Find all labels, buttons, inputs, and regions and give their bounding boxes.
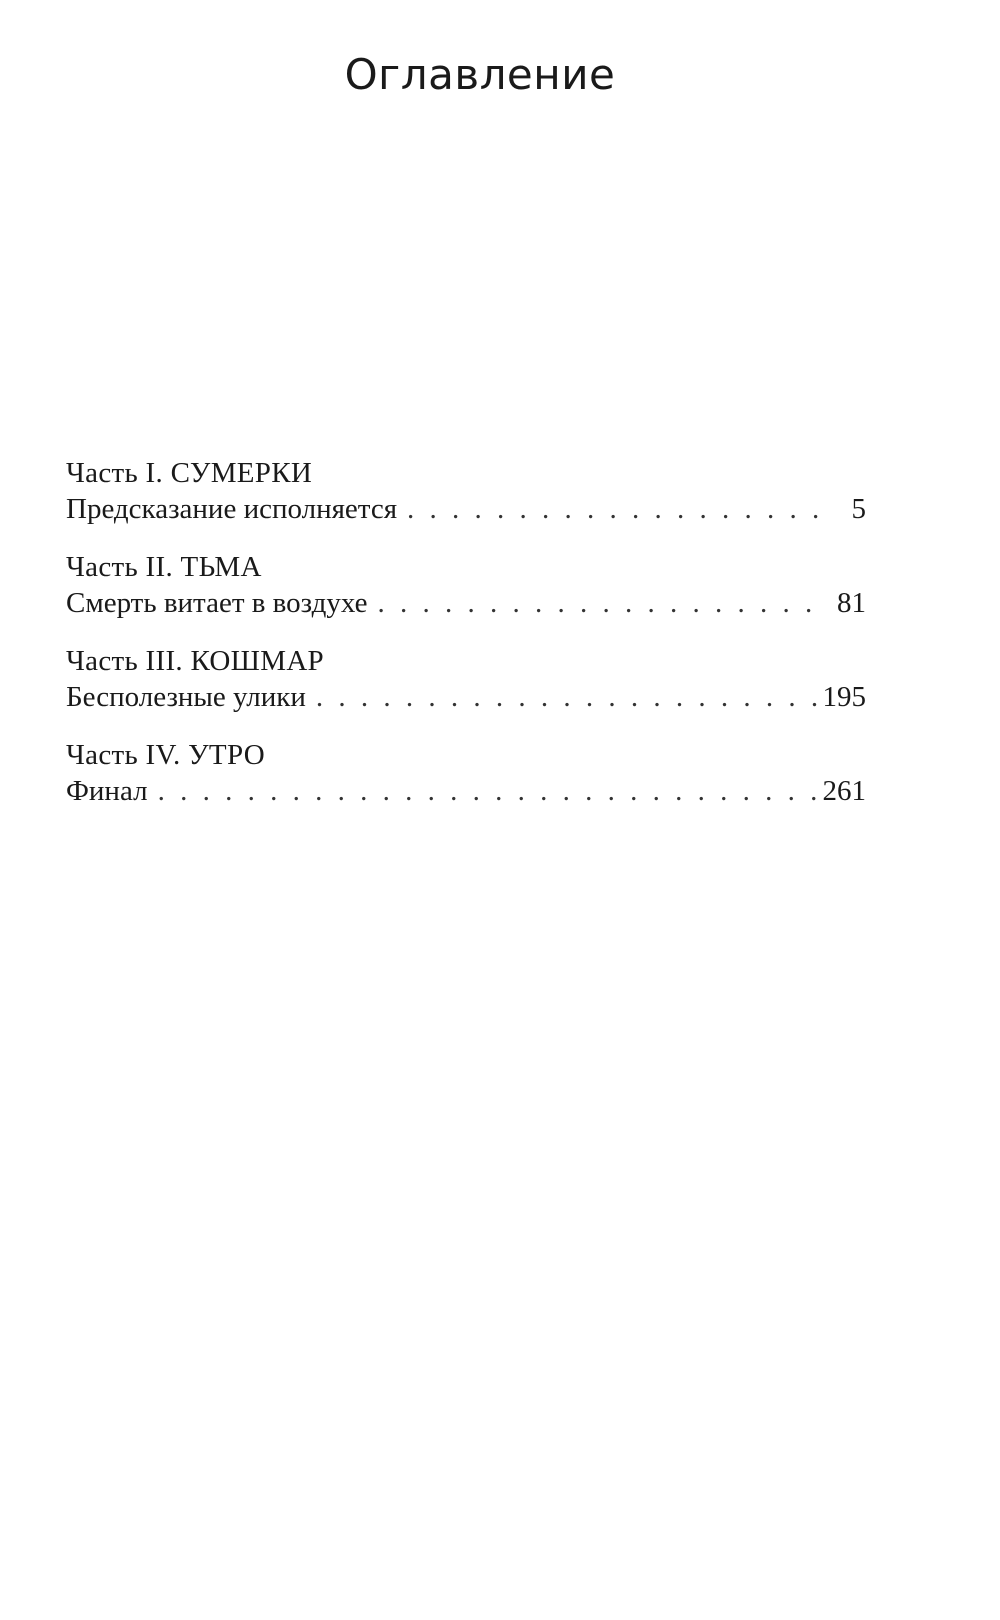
- dot-leader: [316, 679, 817, 715]
- part-heading: Часть IV. УТРО: [66, 739, 265, 771]
- page-title: Оглавление: [344, 50, 616, 99]
- entry-title: Бесполезные улики: [66, 681, 306, 713]
- page-number: 81: [837, 587, 866, 619]
- table-of-contents: [66, 455, 866, 831]
- toc-entry[interactable]: [66, 773, 866, 809]
- page-number: 5: [851, 493, 866, 525]
- toc-entry[interactable]: [66, 585, 866, 621]
- toc-part-1: [66, 455, 866, 527]
- part-heading: Часть I. СУМЕРКИ: [66, 457, 313, 489]
- part-heading: Часть II. ТЬМА: [66, 551, 262, 583]
- toc-entry[interactable]: [66, 491, 866, 527]
- part-heading: Часть III. КОШМАР: [66, 645, 324, 677]
- entry-title: Смерть витает в воздухе: [66, 587, 368, 619]
- dot-leader: [407, 491, 820, 527]
- entry-title: Финал: [66, 775, 148, 807]
- toc-entry[interactable]: [66, 679, 866, 715]
- toc-part-2: [66, 549, 866, 621]
- dot-leader: [158, 773, 817, 809]
- toc-part-3: [66, 643, 866, 715]
- dot-leader: [378, 585, 820, 621]
- toc-part-4: [66, 737, 866, 809]
- page-number: 195: [822, 681, 866, 713]
- page-number: 261: [822, 775, 866, 807]
- entry-title: Предсказание исполняется: [66, 493, 398, 525]
